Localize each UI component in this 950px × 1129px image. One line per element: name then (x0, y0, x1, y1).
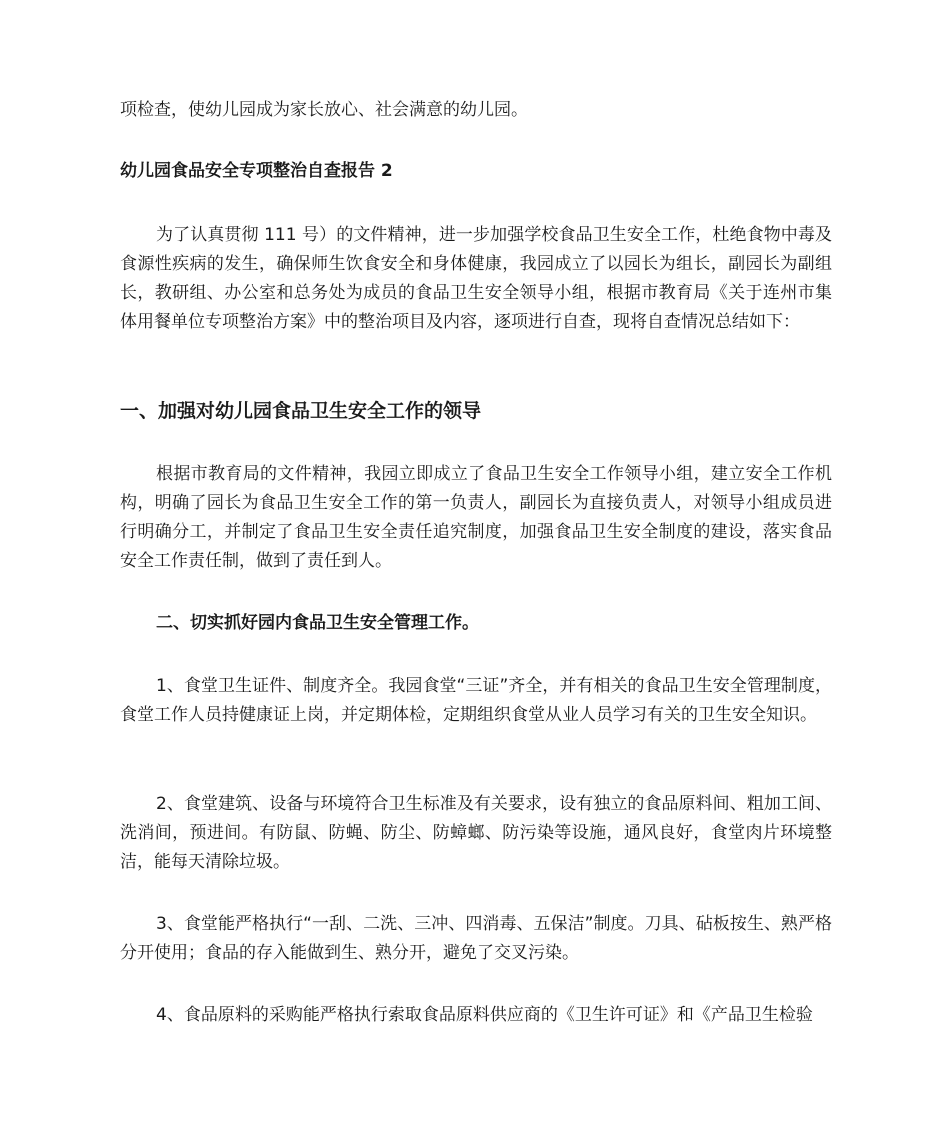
opening-paragraph: 为了认真贯彻 111 号）的文件精神，进一步加强学校食品卫生安全工作，杜绝食物中毒及食源性疾病的发生，确保师生饮食安全和身体健康，我园成立了以园长为组长，副园长为副组长，教研组、办公室和总务处为成员的食品卫生安全领导小组，根据市教育局《关于连州市集体用餐单位专项整治方案》中的整治项目及内容，逐项进行自查，现将自查情况总结如下： (120, 225, 832, 332)
intro-tail-paragraph: 项检查，使幼儿园成为家长放心、社会满意的幼儿园。 (120, 100, 528, 120)
item-3-paragraph: 3、食堂能严格执行“一刮、二洗、三冲、四消毒、五保洁”制度。刀具、砧板按生、熟严格分开使用；食品的存入能做到生、熟分开，避免了交叉污染。 (120, 914, 832, 963)
item-1-paragraph: 1、食堂卫生证件、制度齐全。我园食堂“三证”齐全，并有相关的食品卫生安全管理制度，食堂工作人员持健康证上岗，并定期体检，定期组织食堂从业人员学习有关的卫生安全知识。 (120, 676, 832, 725)
section1-paragraph: 根据市教育局的文件精神，我园立即成立了食品卫生安全工作领导小组，建立安全工作机构，明确了园长为食品卫生安全工作的第一负责人，副园长为直接负责人，对领导小组成员进行明确分工，并制定了食品卫生安全责任追究制度，加强食品卫生安全制度的建设，落实食品安全工作责任制，做到了责任到人。 (120, 464, 832, 571)
section1-heading: 一、加强对幼儿园食品卫生安全工作的领导 (120, 400, 482, 422)
item-4-paragraph: 4、食品原料的采购能严格执行索取食品原料供应商的《卫生许可证》和《产品卫生检验 (156, 1005, 813, 1025)
report-title: 幼儿园食品安全专项整治自查报告 2 (120, 161, 393, 181)
item-2-paragraph: 2、食堂建筑、设备与环境符合卫生标准及有关要求，设有独立的食品原料间、粗加工间、洗消间，预进间。有防鼠、防蝇、防尘、防蟑螂、防污染等设施，通风良好，食堂肉片环境整洁，能每天清除垃圾。 (120, 794, 832, 872)
section2-heading: 二、切实抓好园内食品卫生安全管理工作。 (156, 613, 479, 633)
